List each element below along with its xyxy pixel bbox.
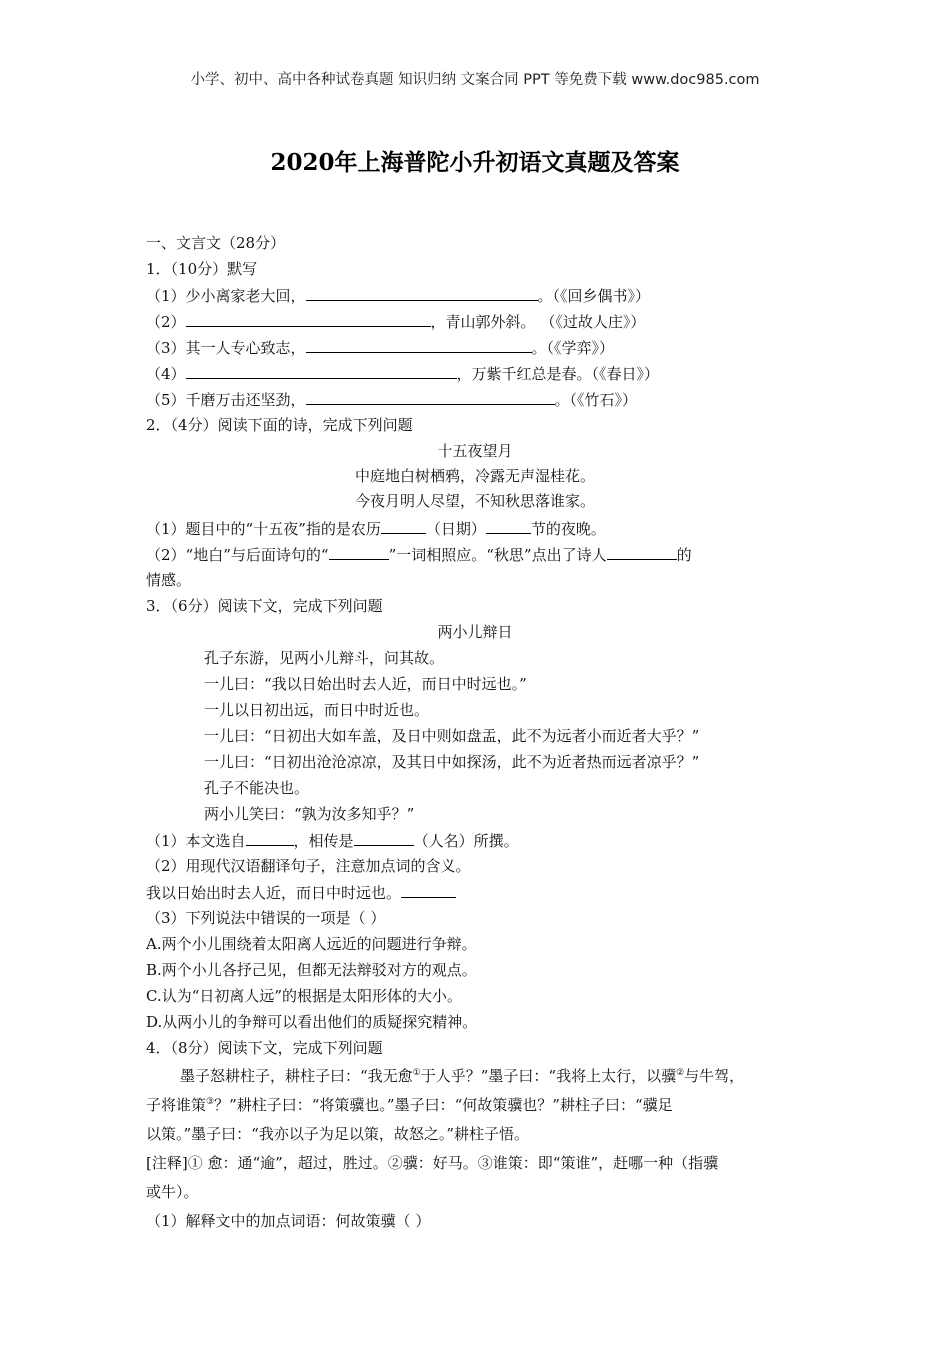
passage-line: 两小儿笑曰：“孰为汝多知乎？” [204,805,415,823]
q2-sub2: （2）“地白”与后面诗句的“ ”一词相照应。“秋思”点出了诗人 的 [146,546,692,564]
q3-label: 3．（6分）阅读下文，完成下列问题 [146,597,383,615]
answer-blank[interactable] [381,518,426,534]
q2-label: 2．（4分）阅读下面的诗，完成下列问题 [146,416,413,434]
poem-title: 十五夜望月 [437,442,513,460]
answer-blank[interactable] [329,544,389,560]
q1-line1: （1）少小离家老大回， 。（《回乡偶书》） [146,287,651,305]
q1-line3: （3）其一人专心致志， 。（《学弈》） [146,339,615,357]
passage-line: 一儿曰：“日初出沧沧凉凉，及其日中如探汤，此不为近者热而远者凉乎？” [204,753,700,771]
q4-passage-line: 墨子怒耕柱子，耕柱子曰：“我无愈①于人乎？”墨子曰：“我将上太行，以骥②与牛驾， [180,1067,745,1085]
passage-line: 一儿以日初出远，而日中时近也。 [204,701,430,719]
q1-line5: （5）千磨万击还坚劲， 。（《竹石》） [146,391,638,409]
option-d: D.从两小儿的争辩可以看出他们的质疑探究精神。 [146,1013,478,1031]
poem-line: 中庭地白树栖鸦，冷露无声湿桂花。 [354,467,595,485]
q3-sub2: （2）用现代汉语翻译句子，注意加点词的含义。 [146,857,471,875]
option-a: A.两个小儿围绕着太阳离人远近的问题进行争辩。 [146,935,477,953]
option-c: C.认为“日初离人远”的根据是太阳形体的大小。 [146,987,463,1005]
poem-line: 今夜月明人尽望，不知秋思落谁家。 [354,492,595,510]
answer-blank[interactable] [186,311,431,327]
q4-note: 或牛）。 [146,1183,199,1201]
q2-sub1: （1）题目中的“十五夜”指的是农历 （日期） 节的夜晚。 [146,520,606,538]
page-title: 2020年上海普陀小升初语文真题及答案 [270,149,680,176]
q2-sub2-cont: 情感。 [146,571,192,589]
section-heading: 一、文言文（28分） [146,234,286,252]
q1-line2: （2） ，青山郭外斜。 （《过故人庄》） [146,313,646,331]
answer-blank[interactable] [401,882,456,898]
answer-blank[interactable] [354,830,414,846]
answer-blank[interactable] [186,363,457,379]
answer-blank[interactable] [306,285,538,301]
q3-sub2-sentence: 我以日始出时去人近，而日中时远也。 [146,882,456,903]
option-b: B.两个小儿各抒己见，但都无法辩驳对方的观点。 [146,961,477,979]
q4-sub1: （1）解释文中的加点词语：何故策骥（ ） [146,1212,431,1230]
answer-blank[interactable] [486,518,531,534]
q4-note: [注释]① 愈：通“逾”，超过，胜过。②骥：好马。③谁策：即“策谁”，赶哪一种（指骥 [146,1154,719,1172]
q4-passage-line: 子将谁策③？”耕柱子曰：“将策骥也。”墨子曰：“何故策骥也？”耕柱子曰：“骥足 [146,1096,673,1114]
passage-line: 孔子东游，见两小儿辩斗，问其故。 [204,649,445,667]
passage-line: 孔子不能决也。 [204,779,310,797]
page-header: 小学、初中、高中各种试卷真题 知识归纳 文案合同 PPT 等免费下载 www.doc985.com [190,72,760,88]
text-title: 两小儿辩日 [437,623,513,641]
answer-blank[interactable] [246,830,294,846]
passage-line: 一儿曰：“日初出大如车盖，及日中则如盘盂，此不为远者小而近者大乎？” [204,727,700,745]
q1-line4: （4） ，万紫千红总是春。（《春日》） [146,365,660,383]
q1-label: 1．（10分）默写 [146,260,258,278]
answer-blank[interactable] [607,544,677,560]
answer-blank[interactable] [306,389,555,405]
q4-passage-line: 以策。”墨子曰：“我亦以子为足以策，故怒之。”耕柱子悟。 [146,1125,530,1143]
passage-line: 一儿曰：“我以日始出时去人近，而日中时远也。” [204,675,527,693]
q3-sub3: （3）下列说法中错误的一项是（ ） [146,909,386,927]
answer-blank[interactable] [306,337,532,353]
q3-sub1: （1）本文选自 ，相传是 （人名）所撰。 [146,832,519,850]
q4-label: 4．（8分）阅读下文，完成下列问题 [146,1039,383,1057]
